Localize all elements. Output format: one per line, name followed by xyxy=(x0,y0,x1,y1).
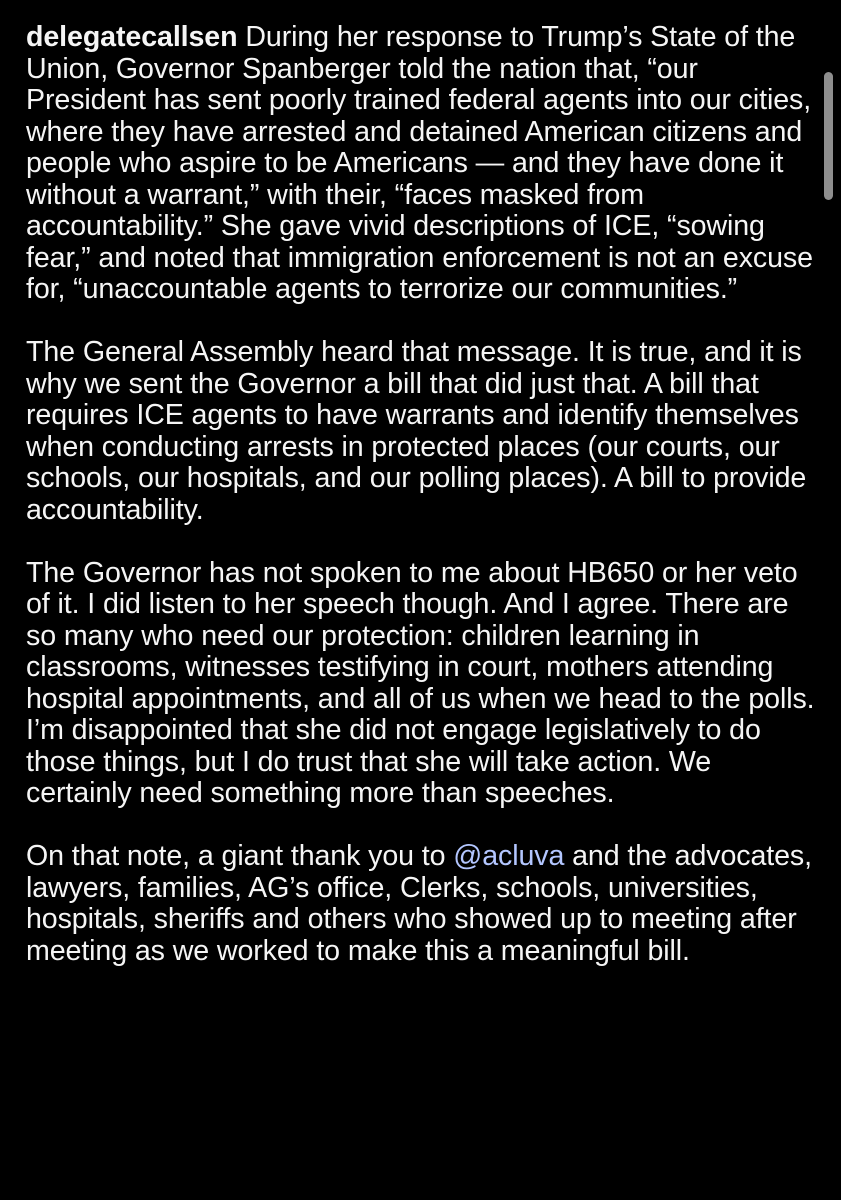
username-link[interactable]: delegatecallsen xyxy=(26,21,238,53)
mention-link[interactable]: @acluva xyxy=(453,840,565,872)
caption-paragraph-1 xyxy=(26,22,818,306)
post-caption xyxy=(26,22,818,999)
caption-paragraph-3: The Governor has not spoken to me about HB650 or her veto of it. I did listen to her speech though. And I agree. There are so many who need our protection: children learning in classrooms, witnesses testifying in court, mothers attending hospital appointments, and all of us when we head to the polls. I’m disappointed that she did not engage legislatively to do those things, but I do trust that she will take action. We certainly need something more than speeches. xyxy=(26,556,815,809)
caption-text-4a: On that note, a giant thank you to xyxy=(26,840,454,872)
caption-paragraph-2: The General Assembly heard that message. It is true, and it is why we sent the Governor a bill that did just that. A bill that requires ICE agents to have warrants and identify themselves when conducting arrests in protected places (our courts, our schools, our hospitals, and our polling places). A bill to provide accountability. xyxy=(26,336,807,526)
scrollbar-thumb[interactable] xyxy=(824,72,833,200)
caption-text-1: During her response to Trump’s State of the Union, Governor Spanberger told the nation that, “our President has sent poorly trained federal agents into our cities, where they have arrested and detained American citizens and people who aspire to be Americans — and they have done it without a warrant,” with their, “faces masked from accountability.” She gave vivid descriptions of ICE, “sowing fear,” and noted that immigration enforcement is not an excuse for, “unaccountable agents to terrorize our communities.” xyxy=(26,21,813,305)
caption-text-4b: and the advocates, lawyers, families, AG’s office, Clerks, schools, universities, hospitals, sheriffs and others who showed up to meeting after meeting as we worked to make this a meaningful bill. xyxy=(26,840,812,967)
caption-paragraph-4 xyxy=(26,841,818,967)
